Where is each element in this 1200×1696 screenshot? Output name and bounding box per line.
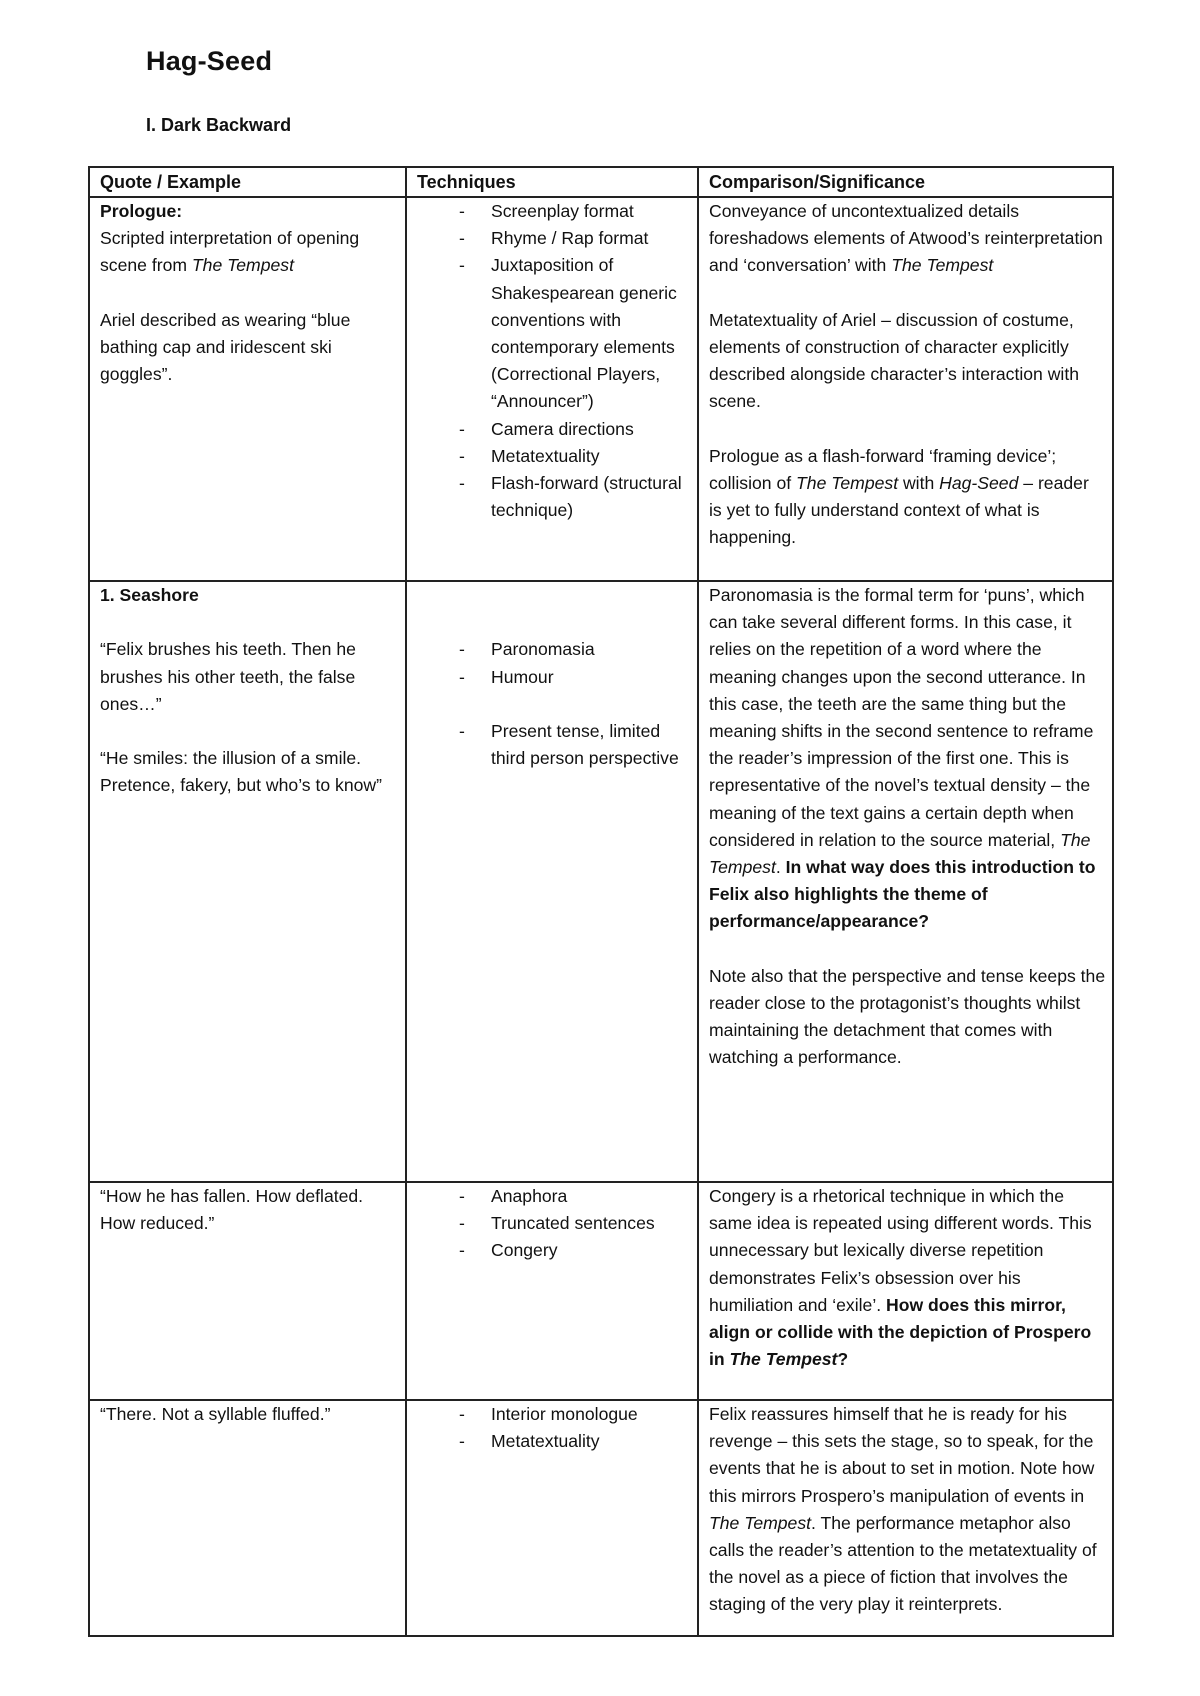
technique-item: - Metatextuality: [417, 1428, 691, 1455]
techniques-cell: [406, 581, 698, 1182]
technique-item: - Paronomasia: [417, 636, 691, 663]
significance-cell: [698, 197, 1113, 581]
quote-cell: [89, 1182, 406, 1400]
technique-item: - Humour: [417, 664, 691, 691]
technique-item: - Juxtaposition of Shakespearean generic conventions with contemporary elements (Correctional Players, “Announcer”): [417, 252, 691, 415]
table-row: [89, 581, 1113, 1182]
header-techniques: Techniques: [406, 167, 698, 197]
quote-text: “How he has fallen. How deflated. How reduced.”: [100, 1186, 364, 1234]
techniques-list: [417, 718, 691, 772]
page-title: Hag-Seed: [146, 46, 273, 76]
significance-text: Congery is a rhetorical technique in which the same idea is repeated using different words. This unnecessary but lexically diverse repetition demonstrates Felix’s obsession over his humiliation and ‘exile’. How does this mirror, align or collide with the depiction of Prospero in The Tempest?: [709, 1186, 1092, 1370]
quote-cell: [89, 581, 406, 1182]
technique-item: - Flash-forward (structural technique): [417, 470, 691, 524]
table-row: [89, 197, 1113, 581]
quote-text: “Felix brushes his teeth. Then he brushes his other teeth, the false ones…”: [100, 639, 356, 714]
techniques-cell: [406, 1182, 698, 1400]
quote-text: Ariel described as wearing “blue bathing cap and iridescent ski goggles”.: [100, 309, 351, 385]
technique-item: - Camera directions: [417, 416, 691, 443]
significance-text: Conveyance of uncontextualized details foreshadows elements of Atwood’s reinterpretation and ‘conversation’ with The Tempest: [709, 201, 1103, 276]
header-significance: Comparison/Significance: [698, 167, 1113, 197]
table-header-row: [89, 167, 1113, 197]
significance-text: Prologue as a flash-forward ‘framing device’; collision of The Tempest with Hag-Seed – reader is yet to fully understand context of what is happening.: [709, 445, 1089, 548]
table-row: [89, 1400, 1113, 1636]
quote-text: “He smiles: the illusion of a smile. Pretence, fakery, but who’s to know”: [100, 748, 382, 796]
significance-text: Metatextuality of Ariel – discussion of costume, elements of construction of character explicitly described alongside character’s interaction with scene.: [709, 309, 1080, 412]
significance-cell: [698, 1182, 1113, 1400]
techniques-cell: [406, 1400, 698, 1636]
quote-cell: [89, 1400, 406, 1636]
quote-heading: 1. Seashore: [100, 585, 199, 605]
technique-item: - Anaphora: [417, 1183, 691, 1210]
header-quote: Quote / Example: [89, 167, 406, 197]
techniques-list: [417, 636, 691, 690]
techniques-list: [417, 1401, 691, 1455]
techniques-list: [417, 1183, 691, 1265]
technique-item: - Screenplay format: [417, 198, 691, 225]
analysis-table: [88, 166, 1114, 1637]
section-title: I. Dark Backward: [146, 115, 292, 135]
quote-text: “There. Not a syllable fluffed.”: [100, 1404, 331, 1424]
significance-text: Note also that the perspective and tense keeps the reader close to the protagonist’s thoughts whilst maintaining the detachment that comes with watching a performance.: [709, 965, 1106, 1068]
quote-text: Scripted interpretation of opening scene from The Tempest: [100, 228, 360, 276]
significance-text: Paronomasia is the formal term for ‘puns’, which can take several different forms. In this case, it relies on the repetition of a word where the meaning changes upon the second utterance. In this case, the teeth are the same thing but the meaning shifts in the second sentence to reframe the reader’s impression of the first one. This is representative of the novel’s textual density – the meaning of the text gains a certain depth when considered in relation to the source material, The Tempest. In what way does this introduction to Felix also highlights the theme of performance/appearance?: [709, 585, 1096, 932]
technique-item: - Metatextuality: [417, 443, 691, 470]
quote-cell: [89, 197, 406, 581]
technique-item: - Present tense, limited third person perspective: [417, 718, 691, 772]
significance-text: Felix reassures himself that he is ready for his revenge – this sets the stage, so to speak, for the events that he is about to set in motion. Note how this mirrors Prospero’s manipulation of events in The Tempest. The performance metaphor also calls the reader’s attention to the metatextuality of the novel as a piece of fiction that involves the staging of the very play it reinterprets.: [709, 1404, 1097, 1615]
technique-item: - Interior monologue: [417, 1401, 691, 1428]
technique-item: - Congery: [417, 1237, 691, 1264]
techniques-cell: [406, 197, 698, 581]
quote-heading: Prologue:: [100, 201, 183, 221]
significance-cell: [698, 581, 1113, 1182]
significance-cell: [698, 1400, 1113, 1636]
technique-item: - Rhyme / Rap format: [417, 225, 691, 252]
techniques-list: [417, 198, 691, 524]
technique-item: - Truncated sentences: [417, 1210, 691, 1237]
table-row: [89, 1182, 1113, 1400]
